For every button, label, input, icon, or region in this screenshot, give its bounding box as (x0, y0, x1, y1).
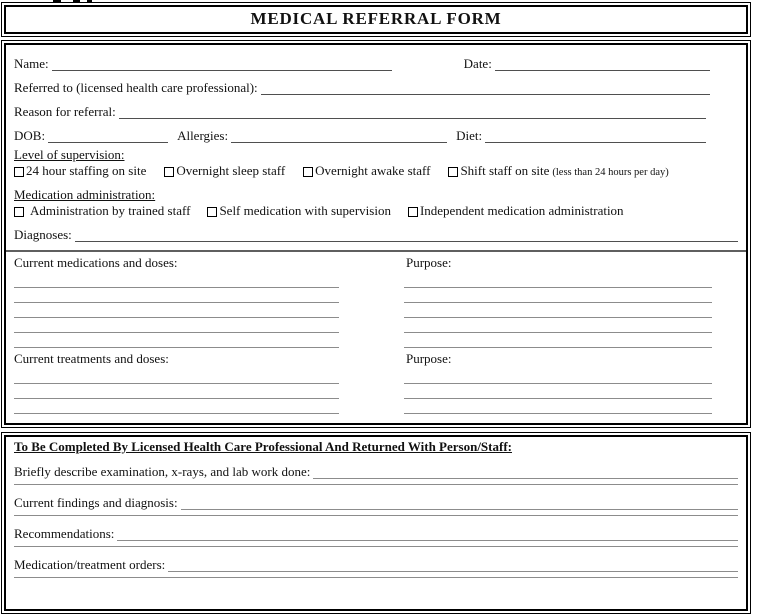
checkbox-icon[interactable] (207, 207, 217, 217)
referred-to-field-line[interactable] (261, 78, 710, 95)
purpose-column (404, 252, 738, 348)
supervision-option-sleep-staff (164, 163, 285, 179)
purpose-blank-line[interactable] (404, 303, 712, 318)
dob-label: DOB: (14, 128, 46, 143)
recommendations-field-line[interactable] (117, 524, 738, 541)
diet-field-line[interactable] (485, 126, 706, 143)
medications-label: Current medications and doses: (14, 255, 178, 270)
diagnoses-label: Diagnoses: (14, 227, 72, 242)
diet-label: Diet: (456, 128, 483, 143)
supervision-option-label: Shift staff on site (460, 163, 550, 178)
treatment-purpose-blank-line[interactable] (404, 414, 712, 425)
title-box (1, 2, 751, 37)
checkbox-icon[interactable] (14, 207, 24, 217)
findings-field-block (14, 494, 738, 517)
dob-field-line[interactable] (48, 126, 168, 143)
main-form-box (1, 40, 751, 428)
supervision-option-label: Overnight sleep staff (176, 163, 286, 178)
medication-admin-heading: Medication administration: (14, 187, 156, 202)
allergies-label: Allergies: (177, 128, 229, 143)
professional-section-heading: To Be Completed By Licensed Health Care Professional And Returned With Person/Staff: (14, 439, 512, 454)
supervision-options-row (14, 164, 738, 179)
supervision-option-shift-staff (448, 163, 668, 179)
treatment-blank-line[interactable] (14, 414, 339, 425)
orders-label: Medication/treatment orders: (14, 557, 166, 572)
medadmin-option-trained-staff (14, 203, 190, 219)
purpose-blank-line[interactable] (404, 333, 712, 348)
medadmin-option-label: Administration by trained staff (30, 203, 191, 218)
clipped-text-fragment (73, 0, 80, 2)
checkbox-icon[interactable] (448, 167, 458, 177)
purpose-blank-line[interactable] (404, 273, 712, 288)
supervision-option-awake-staff (303, 163, 430, 179)
checkbox-icon[interactable] (14, 167, 24, 177)
checkbox-icon[interactable] (303, 167, 313, 177)
medication-blank-line[interactable] (14, 288, 339, 303)
treatment-purpose-blank-lines (404, 369, 738, 425)
medadmin-option-self-supervised (207, 203, 391, 219)
recommendations-field-block (14, 525, 738, 548)
medication-blank-line[interactable] (14, 303, 339, 318)
findings-field-line[interactable] (181, 493, 738, 510)
form-title: MEDICAL REFERRAL FORM (250, 9, 502, 28)
purpose-blank-line[interactable] (404, 318, 712, 333)
treatment-blank-line[interactable] (14, 369, 339, 384)
findings-continuation-line[interactable] (14, 515, 738, 517)
reason-row (14, 95, 738, 119)
medication-blank-line[interactable] (14, 333, 339, 348)
checkbox-icon[interactable] (164, 167, 174, 177)
supervision-heading: Level of supervision: (14, 147, 125, 162)
recommendations-continuation-line[interactable] (14, 546, 738, 548)
examination-continuation-line[interactable] (14, 484, 738, 486)
examination-label: Briefly describe examination, x-rays, and lab work done: (14, 464, 311, 479)
supervision-option-label: Overnight awake staff (315, 163, 431, 178)
checkbox-icon[interactable] (408, 207, 418, 217)
findings-label: Current findings and diagnosis: (14, 495, 178, 510)
treatment-purpose-column (404, 348, 738, 425)
dob-allergies-diet-row (14, 119, 738, 143)
treatment-purpose-blank-line[interactable] (404, 399, 712, 414)
diagnoses-field-line[interactable] (75, 225, 738, 242)
orders-field-line[interactable] (168, 555, 738, 572)
medication-admin-options-row (14, 204, 738, 219)
supervision-option-24hour (14, 163, 146, 179)
treatment-purpose-blank-line[interactable] (404, 384, 712, 399)
treatment-blank-line[interactable] (14, 399, 339, 414)
date-field-line[interactable] (495, 54, 710, 71)
referred-to-row (14, 71, 738, 95)
treatment-blank-lines (14, 369, 404, 425)
treatment-blank-line[interactable] (14, 384, 339, 399)
medication-blank-line[interactable] (14, 318, 339, 333)
supervision-option-note: (less than 24 hours per day) (552, 167, 669, 178)
purpose-blank-line[interactable] (404, 288, 712, 303)
reason-label: Reason for referral: (14, 104, 116, 119)
medadmin-option-label: Independent medication administration (419, 203, 624, 218)
treatments-label: Current treatments and doses: (14, 351, 169, 366)
date-label: Date: (463, 56, 492, 71)
supervision-option-label: 24 hour staffing on site (26, 163, 147, 178)
recommendations-label: Recommendations: (14, 526, 115, 541)
treatment-purpose-blank-line[interactable] (404, 369, 712, 384)
clipped-text-fragment (87, 0, 92, 2)
reason-field-line[interactable] (119, 102, 706, 119)
examination-field-line[interactable] (313, 462, 738, 479)
medadmin-option-independent (408, 203, 624, 219)
name-label: Name: (14, 56, 49, 71)
purpose-label: Purpose: (406, 255, 452, 270)
medications-table (14, 252, 738, 348)
medication-blank-line[interactable] (14, 273, 339, 288)
referred-to-label: Referred to (licensed health care professional): (14, 80, 258, 95)
allergies-field-line[interactable] (231, 126, 447, 143)
purpose-blank-lines (404, 273, 738, 348)
orders-field-block (14, 556, 738, 579)
medication-blank-lines (14, 273, 404, 348)
orders-continuation-line[interactable] (14, 577, 738, 579)
diagnoses-row (14, 221, 738, 242)
name-field-line[interactable] (52, 54, 392, 71)
medications-column (14, 252, 404, 348)
professional-section-box (1, 432, 751, 614)
examination-field-block (14, 463, 738, 486)
clipped-text-fragment (53, 0, 61, 2)
name-date-row (14, 47, 738, 71)
medadmin-option-label: Self medication with supervision (219, 203, 391, 218)
treatments-column (14, 348, 404, 425)
purpose-label: Purpose: (406, 351, 452, 366)
treatments-table (14, 348, 738, 425)
